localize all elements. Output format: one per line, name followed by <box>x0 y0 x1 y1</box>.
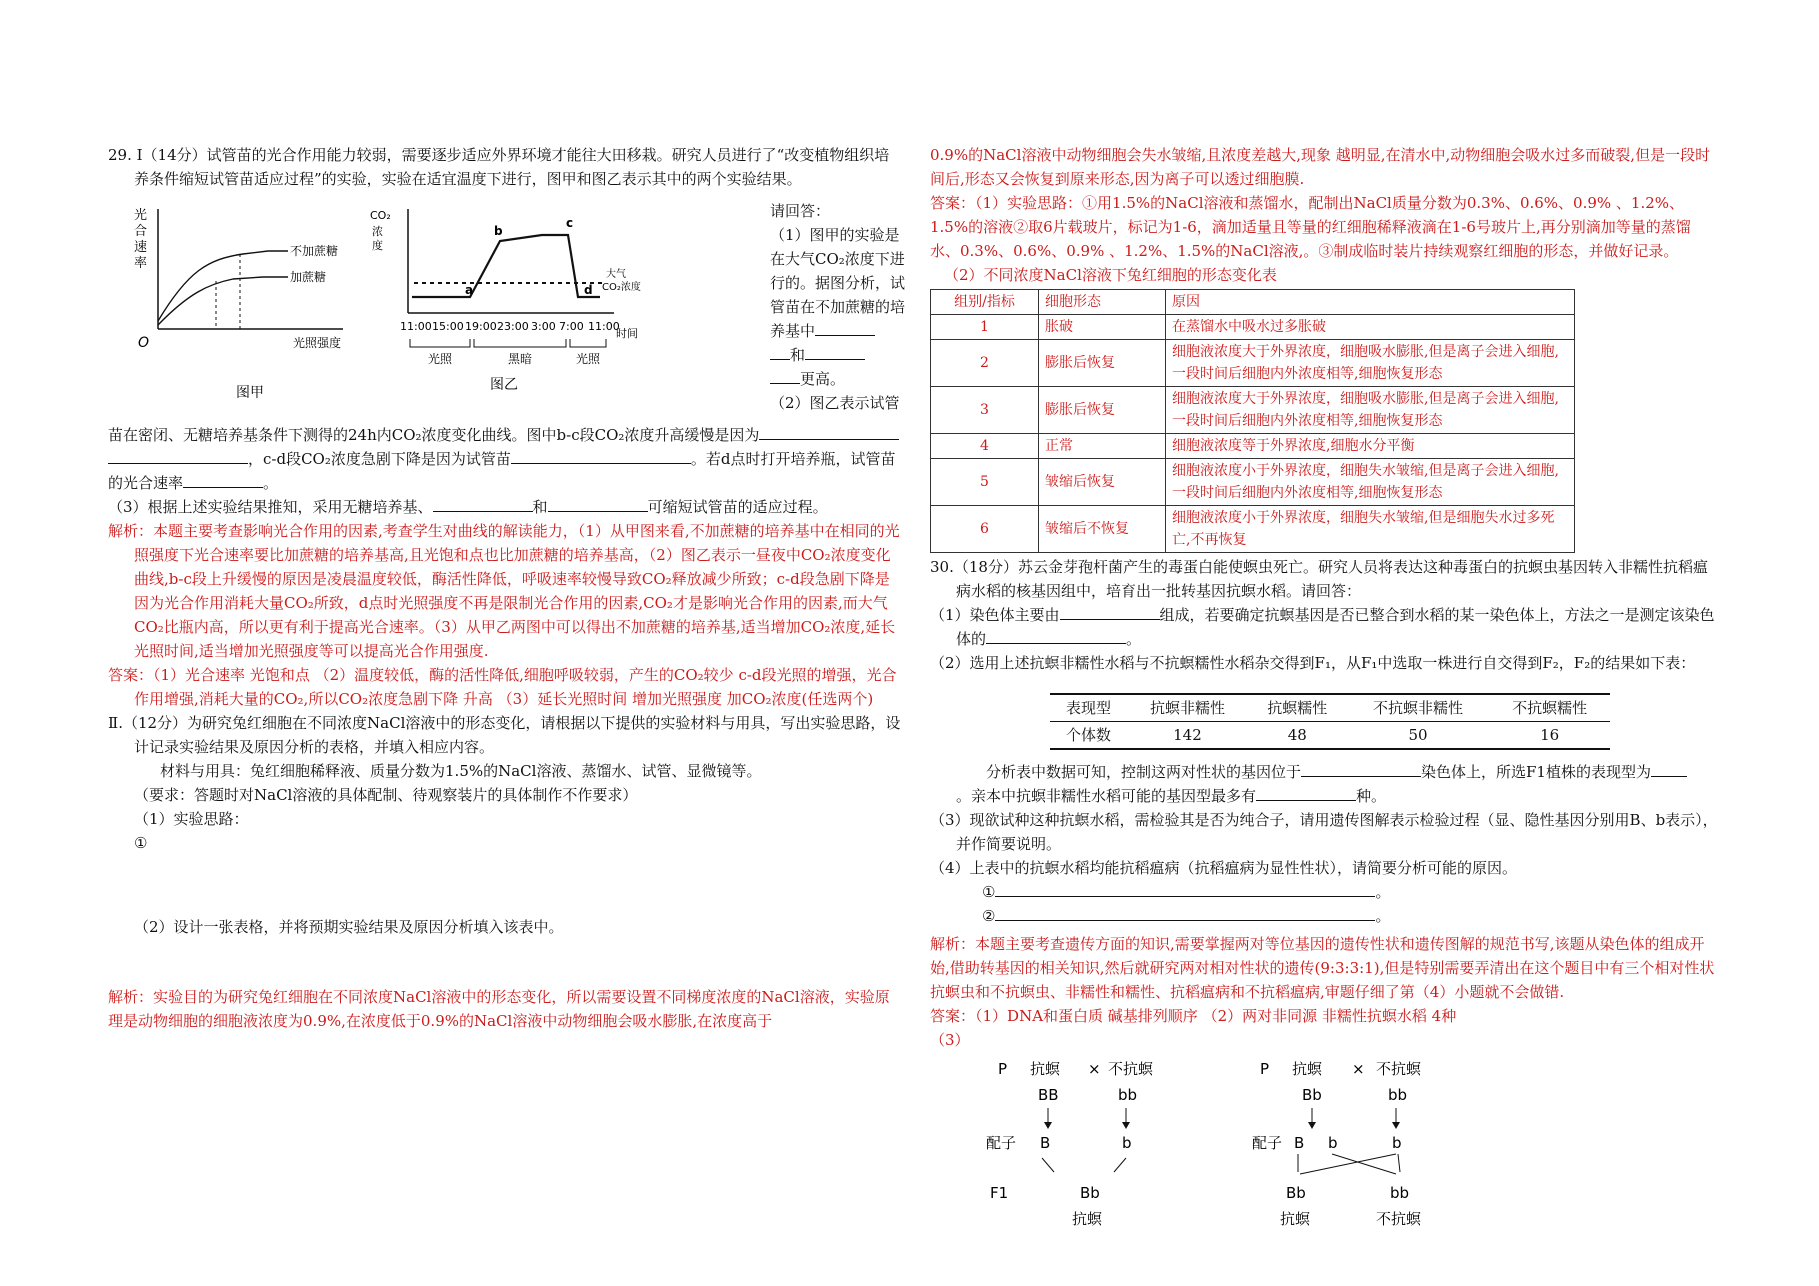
answer-blank[interactable] <box>108 447 248 464</box>
q30-answer: 答案：（1）DNA和蛋白质 碱基排列顺序 （2）两对非同源 非糯性抗螟水稻 4种 <box>930 1007 1457 1025</box>
cross1-f1-label: F1 <box>990 1184 1009 1202</box>
table-cell: 3 <box>931 387 1039 434</box>
table-row <box>931 506 1575 553</box>
q29-part2-q2: （2）设计一张表格，并将预期实验结果及原因分析填入该表中。 <box>134 918 564 936</box>
cross1-x: × <box>1088 1060 1101 1078</box>
fig-b-period: 光照 <box>576 352 601 366</box>
answer-space[interactable] <box>108 939 903 985</box>
fig-b-tick: 11:00 <box>400 320 432 333</box>
answer-blank[interactable] <box>986 627 1126 644</box>
q30-q4: （4）上表中的抗螟水稻均能抗稻瘟病（抗稻瘟病为显性性状），请简要分析可能的原因。 <box>930 859 1518 877</box>
fig-a-ylabel-3: 速 <box>134 240 148 255</box>
fig-b-ylabel-3: 度 <box>372 239 383 252</box>
cross1-gamete-label: 配子 <box>986 1134 1017 1152</box>
figure-a <box>128 199 358 414</box>
fig-b-tick: 11:00 <box>588 320 620 333</box>
answer-blank[interactable] <box>995 904 1375 921</box>
answer-blank[interactable] <box>815 319 875 336</box>
table-cell: 细胞液浓度等于外界浓度,细胞水分平衡 <box>1166 434 1575 459</box>
table-header-cell: 原因 <box>1166 290 1575 315</box>
table-cell: 6 <box>931 506 1039 553</box>
table-header-cell: 不抗螟糯性 <box>1489 694 1610 722</box>
fig-a-caption: 图甲 <box>236 385 264 401</box>
cross1-parent2: 不抗螟 <box>1108 1060 1154 1078</box>
answer-space[interactable] <box>108 855 903 915</box>
q29-part2-circ1: ① <box>134 834 148 852</box>
q30-analysis: 解析：本题主要考查遗传方面的知识,需要掌握两对等位基因的遗传性状和遗传图解的规范书写,该题从染色体的组成开始,借助转基因的相关知识,然后就研究两对相对性状的遗传(9:3:3:1),但是特别需要弄清出在这个题目中有三个相对性状抗螟虫和不抗螟虫、非糯性和糯性、抗稻瘟病和不抗稻瘟病,审题仔细了第（4）小题就不会做错. <box>930 935 1715 1001</box>
table-cell: 个体数 <box>1050 722 1127 750</box>
cross2-gamete1b: b <box>1328 1134 1338 1152</box>
figure-row <box>108 191 906 423</box>
fig-a-ylabel-1: 光 <box>134 208 148 223</box>
fig-a-xlabel: 光照强度 <box>293 336 342 350</box>
q29-part2-intro: Ⅱ.（12分）为研究兔红细胞在不同浓度NaCl溶液中的形态变化，请根据以下提供的实验材料与用具，写出实验思路，设计记录实验结果及原因分析的表格，并填入相应内容。 <box>108 714 901 756</box>
q30-q1: （1）染色体主要由 组成，若要确定抗螟基因是否已整合到水稻的某一染色体上，方法之一是测定该染色体的 。 <box>930 603 1720 651</box>
q30-answer3: （3） <box>930 1031 970 1049</box>
cross2-gamete2: b <box>1392 1134 1402 1152</box>
fig-b-tick: 23:00 <box>497 320 529 333</box>
cross2-genotype2: bb <box>1388 1086 1408 1104</box>
cross-2 <box>1252 1060 1422 1228</box>
figure-b <box>366 197 641 419</box>
table-row <box>931 340 1575 387</box>
fig-a-curve1-label: 不加蔗糖 <box>290 244 339 258</box>
table-header-cell: 不抗螟非糯性 <box>1347 694 1490 722</box>
table-header-cell: 表现型 <box>1050 694 1127 722</box>
fig-b-caption: 图乙 <box>490 377 518 393</box>
table-header-cell: 组别/指标 <box>931 290 1039 315</box>
f2-results-table <box>1050 693 1610 750</box>
side-q1b: 和 <box>770 343 905 367</box>
cross2-p: P <box>1260 1060 1270 1078</box>
cell-morphology-table <box>930 289 1575 553</box>
answer-blank[interactable] <box>1651 760 1687 777</box>
q30-q2: （2）选用上述抗螟非糯性水稻与不抗螟糯性水稻杂交得到F₁，从F₁中选取一株进行自交得到F₂，F₂的结果如下表： <box>930 654 1696 672</box>
table-header-row <box>931 290 1575 315</box>
fig-b-point-c: c <box>566 216 574 230</box>
cross2-gamete-label: 配子 <box>1252 1134 1283 1152</box>
table-cell: 1 <box>931 315 1039 340</box>
cross2-offspring2: bb <box>1390 1184 1410 1202</box>
table-row <box>931 459 1575 506</box>
table-cell: 皱缩后不恢复 <box>1039 506 1166 553</box>
q30-q2-analysis-2: 。亲本中抗螟非糯性水稻可能的基因型最多有 种。 <box>930 784 1720 808</box>
cross1-p: P <box>998 1060 1008 1078</box>
fig-a-curve2-label: 加蔗糖 <box>290 270 327 284</box>
genetic-cross-diagrams <box>930 1054 1450 1239</box>
side-questions <box>770 199 905 415</box>
q30-q2-analysis: 分析表中数据可知，控制这两对性状的基因位于 染色体上，所选F1植株的表现型为 <box>930 760 1720 784</box>
table-row <box>931 315 1575 340</box>
cross1-gamete2: b <box>1122 1134 1132 1152</box>
table-cell: 142 <box>1127 722 1248 750</box>
answer-blank[interactable] <box>759 423 899 440</box>
fig-b-tick: 19:00 <box>465 320 497 333</box>
table-cell: 4 <box>931 434 1039 459</box>
q29-q2-line2: ，c-d段CO₂浓度急剧下降是因为试管苗 。若d点时打开培养瓶，试管苗的光合速率 。 <box>108 447 903 495</box>
table-header-cell: 抗螟非糯性 <box>1127 694 1248 722</box>
table-cell: 膨胀后恢复 <box>1039 387 1166 434</box>
fig-b-xlabel: 时间 <box>616 327 638 340</box>
answer-blank[interactable] <box>995 880 1375 897</box>
table-cell: 细胞液浓度大于外界浓度，细胞吸水膨胀,但是离子会进入细胞,一段时间后细胞内外浓度相等,细胞恢复形态 <box>1166 340 1575 387</box>
cross1-offspring: Bb <box>1080 1184 1100 1202</box>
fig-a-ylabel-2: 合 <box>134 224 148 239</box>
q29-part1-intro: 29. Ⅰ（14分）试管苗的光合作用能力较弱，需要逐步适应外界环境才能往大田移栽。研究人员进行了“改变植物组织培养条件缩短试管苗适应过程”的实验，实验在适宜温度下进行，图甲和图乙表示其中的两个实验结果。 <box>108 146 890 188</box>
q30-q4-1: ① 。 <box>930 880 1720 904</box>
fig-b-point-a: a <box>465 283 474 297</box>
q30-q3: （3）现欲试种这种抗螟水稻，需检验其是否为纯合子，请用遗传图解表示检验过程（显、隐性基因分别用B、b表示），并作简要说明。 <box>930 811 1718 853</box>
fig-b-period: 光照 <box>428 352 453 366</box>
answer-blank[interactable] <box>1301 760 1421 777</box>
table-header-row <box>1050 694 1610 722</box>
fig-b-period: 黑暗 <box>508 352 533 366</box>
fig-b-ref-label-1: 大气 <box>606 269 626 280</box>
table-cell: 在蒸馏水中吸水过多胀破 <box>1166 315 1575 340</box>
q29-part2-analysis: 解析：实验目的为研究兔红细胞在不同浓度NaCl溶液中的形态变化，所以需要设置不同梯度浓度的NaCl溶液，实验原理是动物细胞的细胞液浓度为0.9%,在浓度低于0.9%的NaCl溶液中动物细胞会吸水膨胀,在浓度高于 <box>108 988 890 1030</box>
cross1-genotype1: BB <box>1038 1086 1059 1104</box>
answer-blank[interactable] <box>770 343 790 360</box>
cross1-parent1: 抗螟 <box>1030 1060 1061 1078</box>
table-title: （2）不同浓度NaCl溶液下兔红细胞的形态变化表 <box>944 266 1277 284</box>
fig-b-tick: 7:00 <box>559 320 584 333</box>
side-q0: 请回答： <box>770 202 831 220</box>
q30-intro: 30.（18分）苏云金芽孢杆菌产生的毒蛋白能使螟虫死亡。研究人员将表达这种毒蛋白的抗螟虫基因转入非糯性抗稻瘟病水稻的核基因组中，培育出一批转基因抗螟水稻。请回答： <box>930 558 1708 600</box>
fig-a-ylabel-4: 率 <box>134 256 148 271</box>
fig-b-point-b: b <box>494 224 503 238</box>
fig-b-ref-label-2: CO₂浓度 <box>602 282 641 293</box>
cross2-gamete1: B <box>1294 1134 1305 1152</box>
table-cell: 48 <box>1248 722 1347 750</box>
table-cell: 2 <box>931 340 1039 387</box>
fig-b-tick: 15:00 <box>432 320 464 333</box>
side-q1c: 更高。 <box>770 367 905 391</box>
table-header-cell: 细胞形态 <box>1039 290 1166 315</box>
fig-b-tick: 3:00 <box>531 320 556 333</box>
q29-part2-requirement: （要求：答题时对NaCl溶液的具体配制、待观察装片的具体制作不作要求） <box>134 786 638 804</box>
right-column <box>930 143 1720 1239</box>
q30-q4-2: ② 。 <box>930 904 1720 928</box>
answer-blank[interactable] <box>1256 784 1356 801</box>
answer-blank[interactable] <box>805 343 865 360</box>
table-cell: 细胞液浓度小于外界浓度，细胞失水皱缩,但是离子会进入细胞,一段时间后细胞内外浓度相等,细胞恢复形态 <box>1166 459 1575 506</box>
table-cell: 细胞液浓度大于外界浓度，细胞吸水膨胀,但是离子会进入细胞,一段时间后细胞内外浓度相等,细胞恢复形态 <box>1166 387 1575 434</box>
side-q1: （1）图甲的实验是在大气CO₂浓度下进行的。据图分析，试管苗在不加蔗糖的培养基中 <box>770 226 906 340</box>
fig-b-ylabel-2: 浓 <box>372 225 383 238</box>
table-cell: 正常 <box>1039 434 1166 459</box>
left-column <box>108 143 906 1033</box>
cross2-genotype1: Bb <box>1302 1086 1322 1104</box>
table-cell: 16 <box>1489 722 1610 750</box>
cross2-offspring1: Bb <box>1286 1184 1306 1202</box>
answer-blank[interactable] <box>548 495 648 512</box>
table-cell: 胀破 <box>1039 315 1166 340</box>
answer-blank[interactable] <box>1060 603 1160 620</box>
q29-answer: 答案：（1）光合速率 光饱和点 （2）温度较低，酶的活性降低,细胞呼吸较弱，产生的CO₂较少 c-d段光照的增强，光合作用增强,消耗大量的CO₂,所以CO₂浓度急剧下降 升高 （3）延长光照时间 增加光照强度 加CO₂浓度(任选两个) <box>108 666 897 708</box>
q29-q2: 苗在密闭、无糖培养基条件下测得的24h内CO₂浓度变化曲线。图中b-c段CO₂浓度升高缓慢是因为 <box>108 423 903 447</box>
table-cell: 皱缩后恢复 <box>1039 459 1166 506</box>
q29-part2-materials: 材料与用具：兔红细胞稀释液、质量分数为1.5%的NaCl溶液、蒸馏水、试管、显微镜等。 <box>160 762 762 780</box>
cross1-genotype2: bb <box>1118 1086 1138 1104</box>
cross2-x: × <box>1352 1060 1365 1078</box>
analysis-continued: 0.9%的NaCl溶液中动物细胞会失水皱缩,且浓度差越大,现象 越明显,在清水中,动物细胞会吸水过多而破裂,但是一段时间后,形态又会恢复到原来形态,因为离子可以透过细胞膜. <box>930 146 1711 188</box>
table-header-cell: 抗螟糯性 <box>1248 694 1347 722</box>
fig-a-origin: O <box>138 335 150 351</box>
cross2-offspring1-phenotype: 抗螟 <box>1280 1210 1311 1228</box>
table-row <box>931 387 1575 434</box>
cross2-parent1: 抗螟 <box>1292 1060 1323 1078</box>
table-cell: 膨胀后恢复 <box>1039 340 1166 387</box>
table-cell: 5 <box>931 459 1039 506</box>
answer-blank[interactable] <box>770 367 800 384</box>
cross2-offspring2-phenotype: 不抗螟 <box>1376 1210 1422 1228</box>
q29-part2-q1: （1）实验思路： <box>134 810 249 828</box>
table-cell: 50 <box>1347 722 1490 750</box>
side-q2: （2）图乙表示试管 <box>770 394 900 412</box>
table-row <box>1050 722 1610 750</box>
cross2-parent2: 不抗螟 <box>1376 1060 1422 1078</box>
cross1-offspring-phenotype: 抗螟 <box>1072 1210 1103 1228</box>
fig-b-point-d: d <box>584 283 593 297</box>
cross1-gamete1: B <box>1040 1134 1051 1152</box>
cross-1 <box>986 1060 1154 1228</box>
answer-blank[interactable] <box>433 495 533 512</box>
answer-blank[interactable] <box>183 471 263 488</box>
q29-analysis: 解析：本题主要考查影响光合作用的因素,考查学生对曲线的解读能力，（1）从甲图来看,不加蔗糖的培养基中在相同的光照强度下光合速率要比加蔗糖的培养基高,且光饱和点也比加蔗糖的培养基高，（2）图乙表示一昼夜中CO₂浓度变化曲线,b-c段上升缓慢的原因是凌晨温度较低，酶活性降低，呼吸速率较慢导致CO₂释放减少所致；c-d段急剧下降是因为光合作用消耗大量CO₂所致，d点时光照强度不再是限制光合作用的因素,CO₂才是影响光合作用的因素,而大气CO₂比瓶内高，所以更有利于提高光合速率。（3）从甲乙两图中可以得出不加蔗糖的培养基,适当增加CO₂浓度,延长光照时间,适当增加光照强度等可以提高光合作用强度. <box>108 522 900 660</box>
table-cell: 细胞液浓度小于外界浓度，细胞失水皱缩,但是细胞失水过多死亡,不再恢复 <box>1166 506 1575 553</box>
part2-answer: 答案：（1）实验思路：①用1.5%的NaCl溶液和蒸馏水，配制出NaCl质量分数为0.3%、0.6%、0.9% 、1.2%、1.5%的溶液②取6片载玻片，标记为1-6，滴加适量且等量的红细胞稀释液滴在1-6号玻片上,再分别滴加等量的蒸馏水、0.3%、0.6%、0.9% 、1.2%、1.5%的NaCl溶液,。③制成临时装片持续观察红细胞的形态，并做好记录。 <box>930 194 1691 260</box>
fig-b-ylabel-1: CO₂ <box>370 209 391 222</box>
q29-q3: （3）根据上述实验结果推知，采用无糖培养基、 和 可缩短试管苗的适应过程。 <box>108 495 903 519</box>
answer-blank[interactable] <box>511 447 691 464</box>
table-row <box>931 434 1575 459</box>
